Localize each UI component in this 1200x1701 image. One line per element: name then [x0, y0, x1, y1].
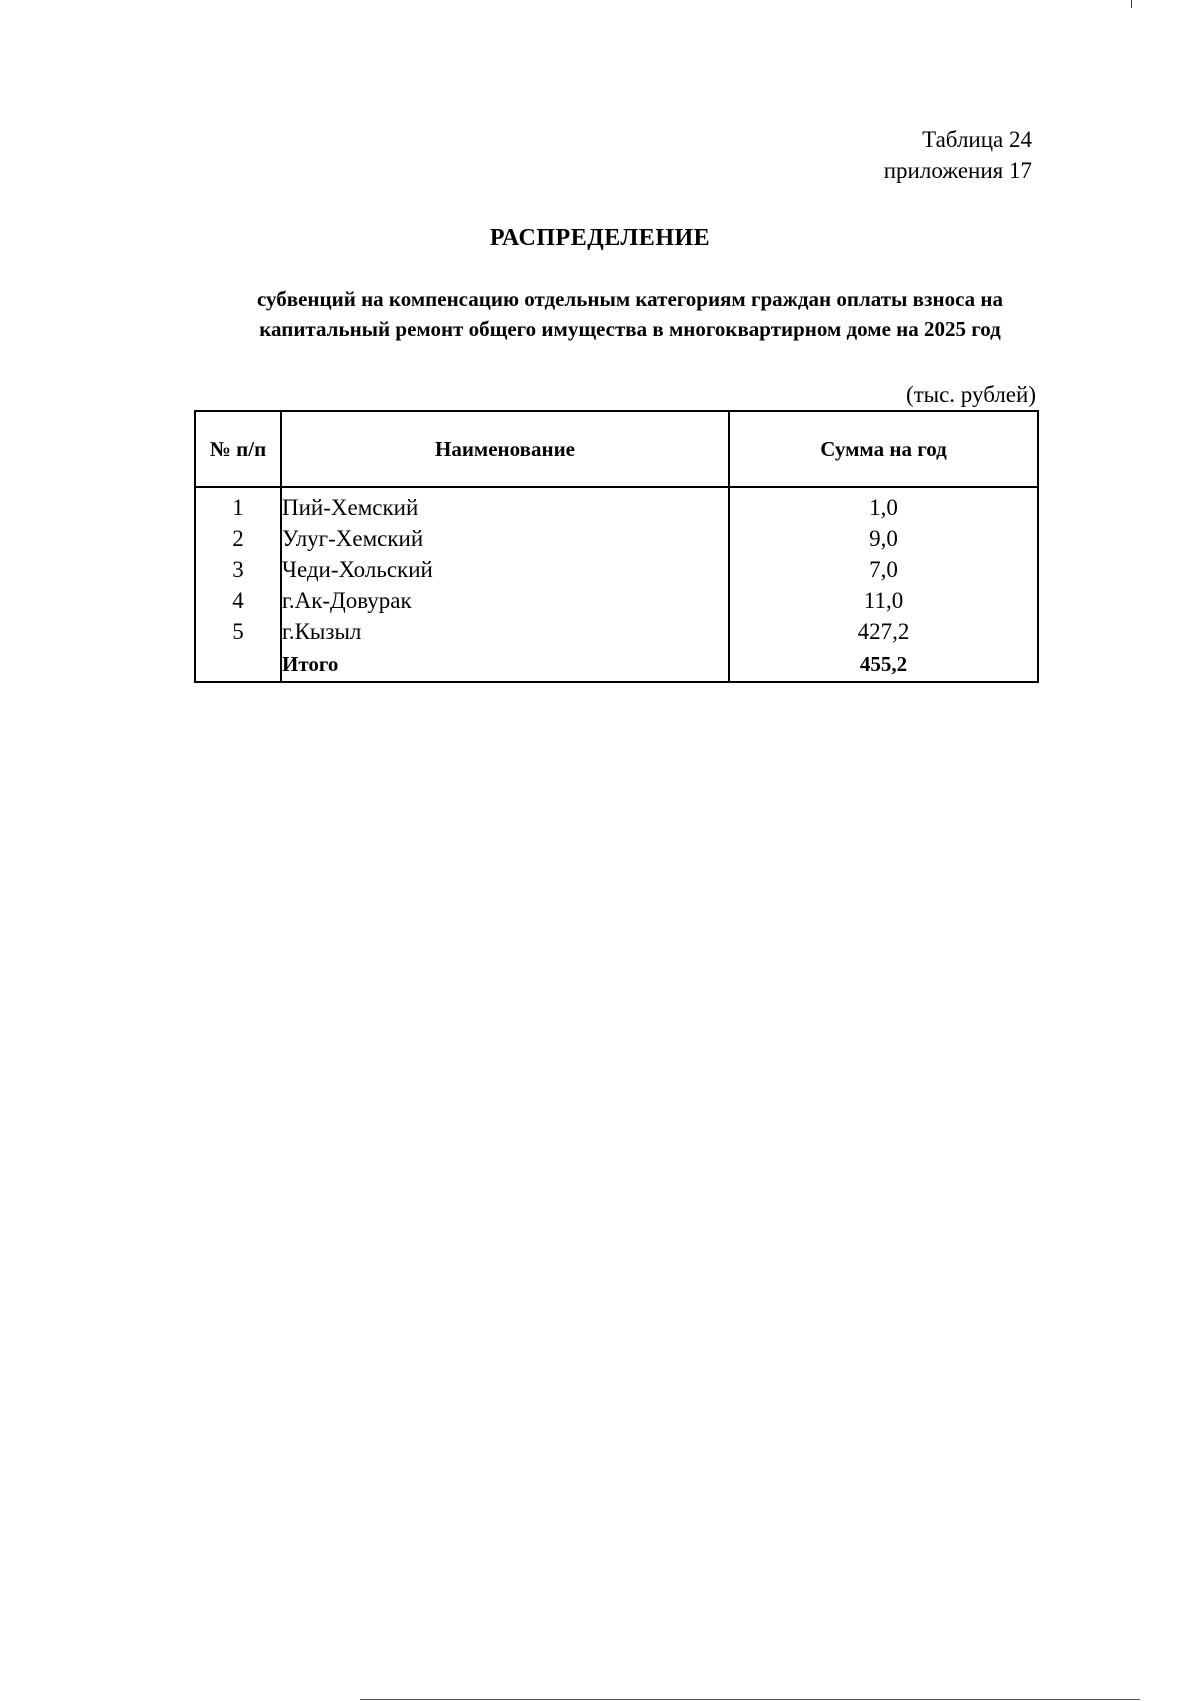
table-reference	[884, 124, 1032, 186]
subtitle-line-2: капитальный ремонт общего имущества в многоквартирном доме на 2025 год	[259, 317, 1001, 341]
row-number: 3	[195, 554, 281, 585]
total-label: Итого	[281, 647, 729, 682]
appendix-number: приложения 17	[883, 158, 1032, 183]
document-title: РАСПРЕДЕЛЕНИЕ	[489, 225, 711, 251]
total-row	[195, 647, 1038, 682]
table-header-row	[195, 411, 1038, 487]
row-name: Пий-Хемский	[281, 487, 729, 523]
row-sum: 11,0	[729, 585, 1038, 616]
table-number: Таблица 24	[922, 127, 1032, 152]
row-sum: 427,2	[729, 616, 1038, 647]
row-sum: 7,0	[729, 554, 1038, 585]
row-sum: 1,0	[729, 487, 1038, 523]
row-number: 2	[195, 523, 281, 554]
row-name: Улуг-Хемский	[281, 523, 729, 554]
row-name: г.Ак-Довурак	[281, 585, 729, 616]
subtitle-line-1: субвенций на компенсацию отдельным категориям граждан оплаты взноса на	[257, 287, 1003, 311]
row-number: 1	[195, 487, 281, 523]
row-number: 5	[195, 616, 281, 647]
row-name: Чеди-Хольский	[281, 554, 729, 585]
table-row	[195, 523, 1038, 554]
column-header-sum: Сумма на год	[729, 411, 1038, 487]
row-name: г.Кызыл	[281, 616, 729, 647]
page-footer-rule	[360, 1699, 1140, 1700]
units-note: (тыс. рублей)	[905, 382, 1036, 407]
table-row	[195, 487, 1038, 523]
document-subtitle	[150, 284, 1110, 344]
column-header-name: Наименование	[281, 411, 729, 487]
table-row	[195, 585, 1038, 616]
table-row	[195, 616, 1038, 647]
table-row	[195, 554, 1038, 585]
row-sum: 9,0	[729, 523, 1038, 554]
row-number: 4	[195, 585, 281, 616]
scan-corner-mark	[1131, 0, 1132, 8]
column-header-number: № п/п	[195, 411, 281, 487]
total-sum: 455,2	[729, 647, 1038, 682]
distribution-table	[194, 410, 1039, 683]
total-number	[195, 647, 281, 682]
